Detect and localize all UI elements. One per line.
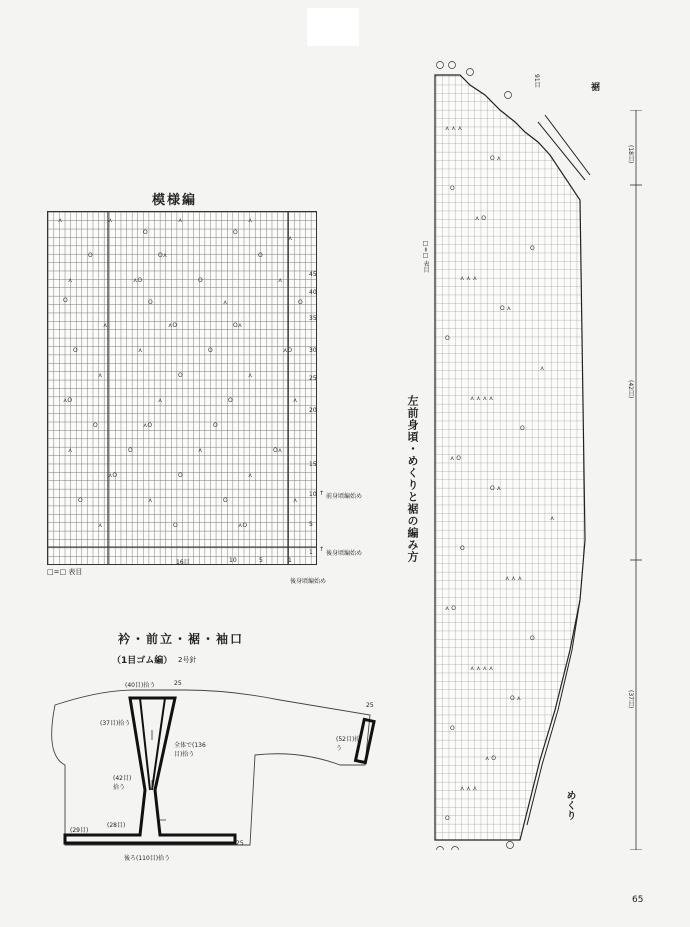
svg-text:O ⋏: O ⋏ <box>510 695 522 702</box>
svg-text:O: O <box>233 229 238 236</box>
row-number: 5 <box>309 521 313 528</box>
back-start-label-2: 後身頃編始め <box>290 578 327 585</box>
svg-text:O: O <box>78 497 83 504</box>
svg-text:⋏: ⋏ <box>103 322 108 329</box>
svg-text:⋏: ⋏ <box>293 397 298 404</box>
svg-text:⋏ ⋏ ⋏: ⋏ ⋏ ⋏ <box>460 275 477 282</box>
row-number: 25 <box>309 375 317 382</box>
svg-text:O ⋏: O ⋏ <box>490 485 502 492</box>
svg-text:⋏: ⋏ <box>98 372 103 379</box>
svg-text:⋏: ⋏ <box>278 277 283 284</box>
svg-text:⋏: ⋏ <box>223 299 228 306</box>
svg-text:O ⋏: O ⋏ <box>490 155 502 162</box>
trim-label-left-upper: (37目)拾う <box>100 720 131 727</box>
svg-text:⋏: ⋏ <box>288 235 293 242</box>
svg-text:⋏ ⋏ ⋏: ⋏ ⋏ ⋏ <box>460 785 477 792</box>
front-start-arrow: ↑ <box>319 490 325 497</box>
blank-label <box>307 8 359 46</box>
bottom-count: 16目 <box>176 559 190 566</box>
pattern-grid <box>47 211 317 565</box>
svg-text:⋏O: ⋏O <box>133 277 143 284</box>
svg-text:⋏: ⋏ <box>98 522 103 529</box>
svg-text:⋏ O: ⋏ O <box>450 455 462 462</box>
svg-text:O: O <box>178 472 183 479</box>
svg-text:⋏O: ⋏O <box>168 322 178 329</box>
row-number: 20 <box>309 407 317 414</box>
svg-text:O: O <box>258 252 263 259</box>
svg-text:⋏ ⋏ ⋏ ⋏: ⋏ ⋏ ⋏ ⋏ <box>470 395 494 402</box>
trim-label-sleeve: (52目)拾う <box>336 736 361 752</box>
svg-text:O⋏: O⋏ <box>233 322 243 329</box>
trim-label-25-a: 25 <box>174 680 182 687</box>
trim-label-top: (40目)拾う <box>125 682 156 689</box>
svg-text:⋏: ⋏ <box>58 217 63 224</box>
svg-text:O: O <box>530 635 535 642</box>
svg-text:O: O <box>198 277 203 284</box>
row-number: 35 <box>309 315 317 322</box>
trim-label-25-c: 25 <box>366 702 374 709</box>
svg-text:O: O <box>223 497 228 504</box>
dim-label-3: (37目) <box>627 690 634 709</box>
svg-text:⋏: ⋏ <box>138 347 143 354</box>
svg-text:O: O <box>73 347 78 354</box>
svg-text:⋏ O: ⋏ O <box>485 755 497 762</box>
svg-text:⋏: ⋏ <box>248 472 253 479</box>
svg-text:⋏ ⋏ ⋏: ⋏ ⋏ ⋏ <box>505 575 522 582</box>
trim-label-left-mid: (42目)拾う <box>113 775 132 791</box>
svg-text:⋏: ⋏ <box>540 365 545 372</box>
svg-text:⋏: ⋏ <box>178 217 183 224</box>
svg-text:O: O <box>208 347 213 354</box>
svg-text:O: O <box>88 252 93 259</box>
trim-subtitle: （1目ゴム編） <box>112 656 173 666</box>
svg-text:⋏: ⋏ <box>148 497 153 504</box>
svg-text:⋏O: ⋏O <box>283 347 293 354</box>
svg-text:O: O <box>148 299 153 306</box>
svg-text:O: O <box>228 397 233 404</box>
pattern-title: 模様編 <box>152 193 198 208</box>
svg-text:⋏: ⋏ <box>293 497 298 504</box>
svg-text:⋏ ⋏ ⋏ ⋏: ⋏ ⋏ ⋏ ⋏ <box>470 665 494 672</box>
svg-text:O: O <box>178 372 183 379</box>
pattern-symbols <box>48 212 316 564</box>
svg-text:⋏ ⋏ ⋏: ⋏ ⋏ ⋏ <box>445 125 462 132</box>
row-number: 30 <box>309 347 317 354</box>
bottom-count: 1 <box>288 557 292 564</box>
svg-text:⋏: ⋏ <box>198 447 203 454</box>
svg-text:⋏: ⋏ <box>158 397 163 404</box>
svg-text:O: O <box>93 422 98 429</box>
svg-text:O⋏: O⋏ <box>273 447 283 454</box>
mekuri-label: めくり <box>564 790 575 820</box>
svg-text:⋏: ⋏ <box>550 515 555 522</box>
row-number: 45 <box>309 271 317 278</box>
svg-text:O: O <box>213 422 218 429</box>
svg-text:⋏: ⋏ <box>68 447 73 454</box>
svg-text:O: O <box>128 447 133 454</box>
back-start-arrow: ↑ <box>319 546 325 553</box>
svg-text:⋏ O: ⋏ O <box>475 215 487 222</box>
trim-label-back: 後ろ(110目)拾う <box>124 855 171 862</box>
svg-text:O: O <box>460 545 465 552</box>
pattern-legend: □=□ 表目 <box>47 568 83 576</box>
cardigan-diagram <box>40 670 380 870</box>
page-number: 65 <box>632 895 644 905</box>
bottom-count: 5 <box>259 557 263 564</box>
svg-text:⋏O: ⋏O <box>143 422 153 429</box>
trim-label-hem-left: (29目) <box>70 827 89 834</box>
trim-label-25-b: 25 <box>236 840 244 847</box>
trim-needle: 2号針 <box>178 656 197 664</box>
svg-text:O: O <box>445 815 450 822</box>
dim-label-1: (18目) <box>627 145 634 164</box>
svg-text:O: O <box>143 229 148 236</box>
svg-text:⋏: ⋏ <box>108 217 113 224</box>
svg-text:⋏: ⋏ <box>248 372 253 379</box>
trim-label-left-low: (28目) <box>107 822 126 829</box>
svg-text:⋏: ⋏ <box>248 217 253 224</box>
row-number: 10 <box>309 491 317 498</box>
front-start-label: 前身頃編始め <box>326 493 363 500</box>
svg-text:O: O <box>63 297 68 304</box>
svg-text:⋏: ⋏ <box>68 277 73 284</box>
trim-label-center: 全体で(136目)拾う <box>174 742 206 758</box>
bottom-count: 10 <box>229 557 237 564</box>
back-start-label: 後身頃編始め <box>326 550 363 557</box>
svg-text:O: O <box>173 522 178 529</box>
chart-title: 左前身頃・めくりと裾の編み方 <box>406 395 419 563</box>
svg-text:O: O <box>450 725 455 732</box>
trim-title: 衿・前立・裾・袖口 <box>118 632 245 646</box>
svg-text:O: O <box>450 185 455 192</box>
svg-text:O ⋏: O ⋏ <box>500 305 512 312</box>
svg-text:O: O <box>298 299 303 306</box>
svg-text:O: O <box>530 245 535 252</box>
chart-legend: □=□ 表目 <box>422 240 429 273</box>
svg-text:O⋏: O⋏ <box>158 252 168 259</box>
row-number: 15 <box>309 461 317 468</box>
svg-text:⋏O: ⋏O <box>63 397 73 404</box>
front-chart <box>430 60 610 850</box>
svg-text:O: O <box>445 335 450 342</box>
hem-label: 裾 <box>589 82 599 91</box>
svg-text:⋏ O: ⋏ O <box>445 605 457 612</box>
svg-text:O: O <box>520 425 525 432</box>
svg-text:⋏O: ⋏O <box>108 472 118 479</box>
dimension-line <box>626 110 646 850</box>
row-number: 1 <box>309 549 313 556</box>
row-number: 40 <box>309 289 317 296</box>
dim-label-2: (42目) <box>627 380 634 399</box>
svg-text:⋏O: ⋏O <box>238 522 248 529</box>
rows-91-label: 91目 <box>533 74 540 88</box>
